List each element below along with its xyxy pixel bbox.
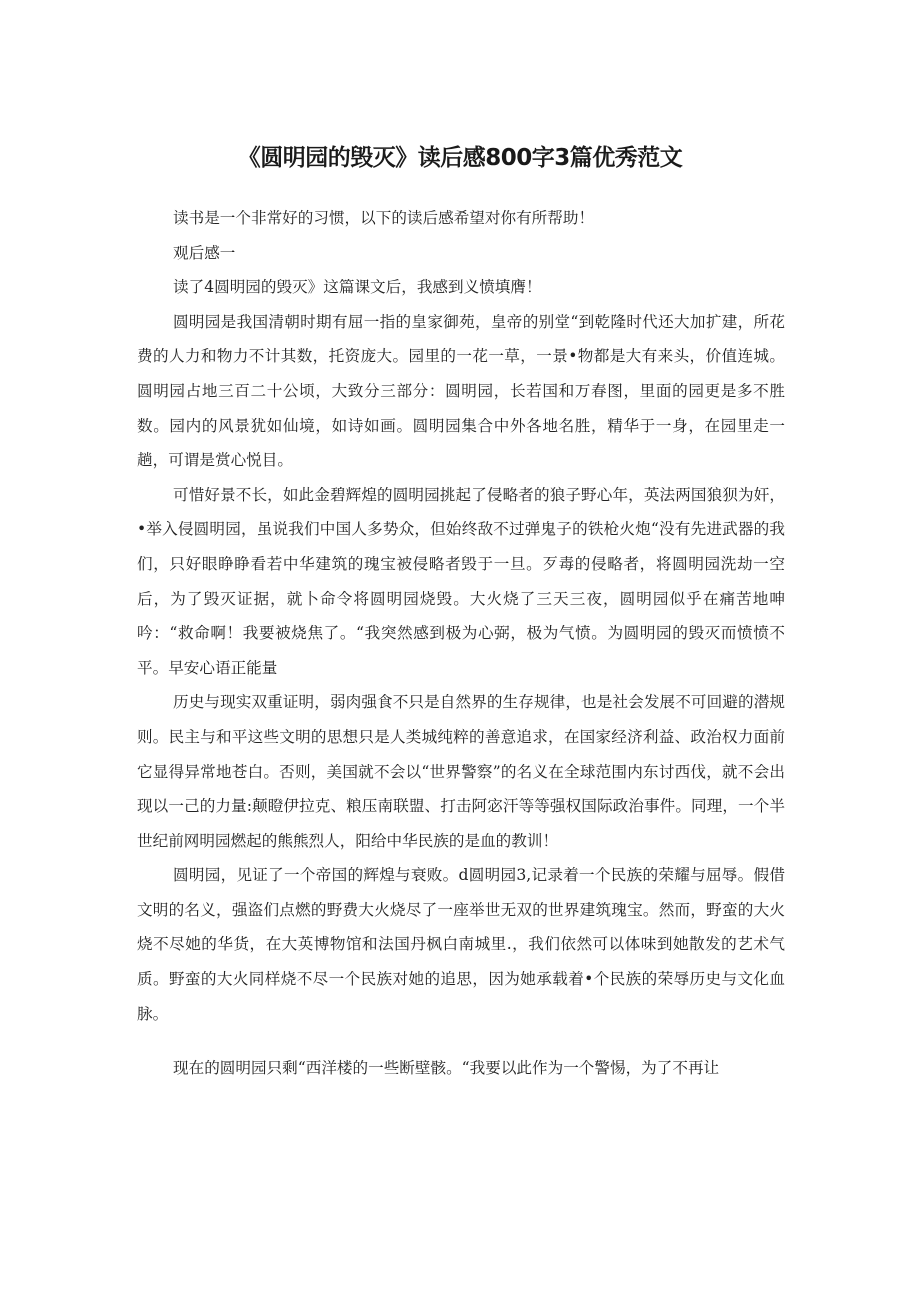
body-paragraph: 圆明园是我国清朝时期有屈一指的皇家御苑，皇帝的别堂“到乾隆时代还大加扩建，所花费的人力和物力不计其数，托资庞大。园里的一花一草，一景•物都是大有来头，价值连城。圆明园占地三百二十公顷，大致分三部分：圆明园，长若国和万春图，里面的园更是多不胜数。园内的风景犹如仙境，如诗如画。圆明园集合中外各地名胜，精华于一身，在园里走一趟，可谓是赏心悦目。 — [137, 312, 785, 470]
body-paragraph: 历史与现实双重证明，弱肉强食不只是自然界的生存规律，也是社会发展不可回避的潜规则。民主与和平这些文明的思想只是人类城纯粹的善意追求，在国家经济利益、政治权力面前它显得异常地苍白。否则，美国就不会以“世界警察”的名义在全球范围内东讨西伐，就不会出现以一己的力量:颠瞪伊拉克、粮压南联盟、打击阿宓汗等等强权国际政治事件。同理，一个半世纪前网明园燃起的熊熊烈人，阳给中华民族的是血的教训！ — [137, 693, 785, 850]
document-body — [137, 201, 785, 1086]
body-paragraph: 现在的圆明园只剩“西洋楼的一些断壁骸。“我要以此作为一个警惕，为了不再让 — [173, 1059, 720, 1078]
body-paragraph: 读了4圆明园的毁灭》这篇课文后，我感到义愤填膺！ — [173, 278, 542, 297]
intro-paragraph: 读书是一个非常好的习惯，以下的读后感希望对你有所帮助！ — [173, 209, 595, 227]
body-paragraph: 可惜好景不长，如此金碧辉煌的圆明园挑起了侵略者的狼子野心年，英法两国狼狈为奸，•举入侵圆明园，虽说我们中国人多势众，但始终敌不过弹鬼子的铁枪火炮“没有先进武器的我们，只好眼睁睁看若中华建筑的瑰宝被侵略者毁于一旦。歹毒的侵略者，将圆明园洗劫一空后，为了毁灭证据，就卜命令将圆明园烧毁。大火烧了三天三夜，圆明园似乎在痛苦地呻吟：“救命啊！我要被烧焦了。“我突然感到极为心弼，极为气愤。为圆明园的毁灭而愤愤不平。早安心语正能量 — [137, 485, 785, 677]
section-heading: 观后感一 — [173, 243, 236, 262]
body-paragraph: 圆明园，见证了一个帝国的辉煌与衰败。d圆明园3,记录着一个民族的荣耀与屈辱。假借文明的名义，强盗们点燃的野费大火烧尽了一座举世无双的世界建筑瑰宝。然而，野蛮的大火烧不尽她的华货，在大英博物馆和法国丹枫白南城里.，我们依然可以体味到她散发的艺术气质。野蛮的大火同样烧不尽一个民族对她的追思，因为她承载着•个民族的荣辱历史与文化血脉。 — [137, 866, 785, 1023]
document-title: 《圆明园的毁灭》读后感800字3篇优秀范文 — [237, 145, 683, 172]
